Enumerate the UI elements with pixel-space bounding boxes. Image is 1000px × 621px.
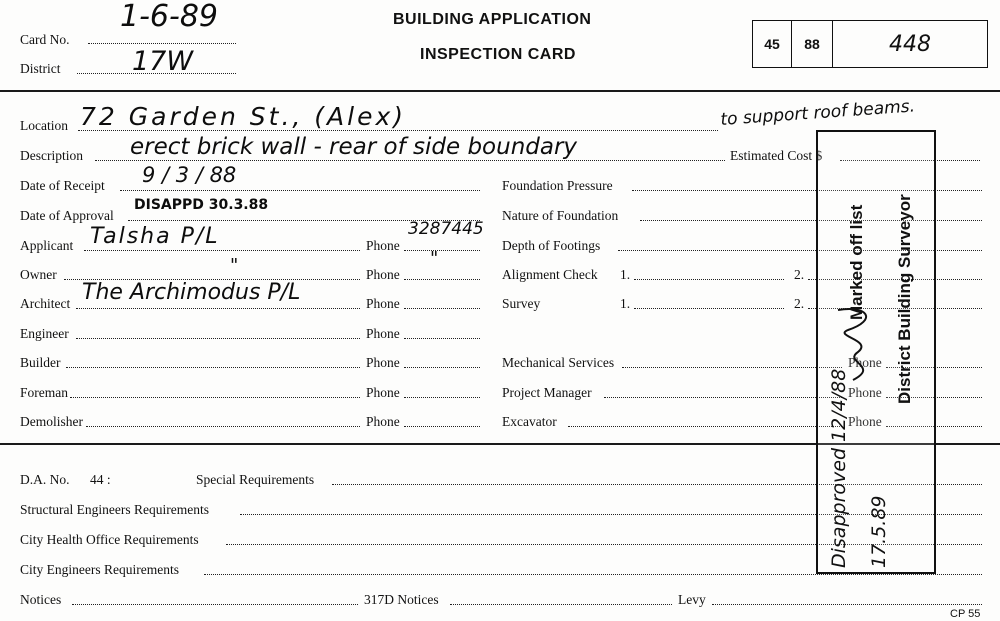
builder-line — [66, 367, 360, 368]
number-cell-2: 88 — [792, 21, 833, 67]
project-manager-label: Project Manager — [502, 385, 592, 400]
owner-phone-value: " — [430, 248, 439, 269]
engineer-line — [76, 338, 360, 339]
survey-label: Survey — [502, 296, 541, 311]
da-no-label: D.A. No. — [20, 472, 70, 487]
engineers-requirements-line — [204, 574, 982, 575]
architect-value: The Archimodus P/L — [82, 280, 301, 305]
foreman-phone-line — [404, 397, 480, 398]
demolisher-phone-label: Phone — [366, 414, 400, 429]
district-value: 17W — [132, 46, 194, 77]
depth-of-footings-label: Depth of Footings — [502, 238, 601, 253]
number-cell-1: 45 — [753, 21, 792, 67]
excavator-line — [568, 426, 842, 427]
stamp-line-2: District Building Surveyor — [895, 194, 914, 404]
architect-line — [76, 308, 360, 309]
structural-requirements-label: Structural Engineers Requirements — [20, 502, 209, 517]
engineers-requirements-label: City Engineers Requirements — [20, 562, 179, 577]
card-no-line — [88, 43, 236, 44]
engineer-phone-line — [404, 338, 480, 339]
foreman-phone-label: Phone — [366, 385, 400, 400]
date-of-receipt-line — [120, 190, 480, 191]
notices-317d-label: 317D Notices — [364, 592, 439, 607]
card-title-line2: INSPECTION CARD — [420, 46, 576, 63]
date-of-receipt-value: 9 / 3 / 88 — [142, 163, 237, 187]
survey-2-label: 2. — [794, 296, 805, 311]
date-of-approval-label: Date of Approval — [20, 208, 114, 223]
number-cell-3: 448 — [889, 31, 931, 57]
estimated-cost-label: Estimated Cost $ — [730, 148, 823, 163]
builder-label: Builder — [20, 355, 61, 370]
engineer-label: Engineer — [20, 326, 69, 341]
builder-phone-line — [404, 367, 480, 368]
levy-line — [712, 604, 982, 605]
card-title-line1: BUILDING APPLICATION — [393, 11, 592, 28]
mechanical-services-label: Mechanical Services — [502, 355, 615, 370]
project-manager-line — [604, 397, 842, 398]
survey-1-label: 1. — [620, 296, 631, 311]
project-manager-phone-label: Phone — [848, 385, 882, 400]
signature-scribble — [828, 300, 888, 390]
demolisher-line — [86, 426, 360, 427]
form-code: CP 55 — [950, 608, 981, 620]
special-requirements-label: Special Requirements — [196, 472, 315, 487]
district-label: District — [20, 61, 61, 76]
date-of-receipt-label: Date of Receipt — [20, 178, 105, 193]
mechanical-services-line — [622, 367, 842, 368]
excavator-label: Excavator — [502, 414, 557, 429]
demolisher-label: Demolisher — [20, 414, 83, 429]
architect-label: Architect — [20, 296, 71, 311]
card-no-label: Card No. — [20, 32, 70, 47]
alignment-check-1-label: 1. — [620, 267, 631, 282]
card-no-value: 1-6-89 — [120, 0, 218, 34]
location-value: 72 Garden St., (Alex) — [80, 102, 407, 131]
applicant-label: Applicant — [20, 238, 74, 253]
stamp-handwritten-2: 17.5.89 — [868, 495, 890, 568]
architect-phone-label: Phone — [366, 296, 400, 311]
applicant-phone-value: 3287445 — [408, 219, 484, 239]
description-value: erect brick wall - rear of side boundary — [130, 134, 578, 160]
health-requirements-label: City Health Office Requirements — [20, 532, 199, 547]
description-line — [95, 160, 725, 161]
demolisher-phone-line — [404, 426, 480, 427]
notices-317d-line — [450, 604, 672, 605]
applicant-line — [84, 250, 360, 251]
alignment-check-label: Alignment Check — [502, 267, 598, 282]
levy-label: Levy — [678, 592, 706, 607]
owner-value: " — [230, 255, 239, 276]
owner-phone-line — [404, 279, 480, 280]
notices-line — [72, 604, 358, 605]
description-label: Description — [20, 148, 83, 163]
nature-of-foundation-label: Nature of Foundation — [502, 208, 619, 223]
header-divider — [0, 90, 1000, 92]
architect-phone-line — [404, 308, 480, 309]
foundation-pressure-label: Foundation Pressure — [502, 178, 613, 193]
date-of-approval-value: DISAPPD 30.3.88 — [134, 197, 269, 213]
alignment-check-2-label: 2. — [794, 267, 805, 282]
description-note: to support roof beams. — [719, 96, 916, 130]
notices-label: Notices — [20, 592, 62, 607]
location-label: Location — [20, 118, 68, 133]
da-no-value: 44 : — [90, 472, 111, 487]
stamp-line-1: Marked off list — [847, 204, 866, 320]
owner-phone-label: Phone — [366, 267, 400, 282]
stamp-handwritten-1: Disapproved 12/4/88 — [828, 368, 850, 568]
engineer-phone-label: Phone — [366, 326, 400, 341]
foreman-line — [70, 397, 360, 398]
builder-phone-label: Phone — [366, 355, 400, 370]
applicant-value: Talsha P/L — [90, 224, 220, 249]
applicant-phone-label: Phone — [366, 238, 400, 253]
survey-1-line — [634, 308, 784, 309]
application-number-box — [752, 20, 988, 68]
owner-label: Owner — [20, 267, 57, 282]
foreman-label: Foreman — [20, 385, 68, 400]
excavator-phone-label: Phone — [848, 414, 882, 429]
mechanical-phone-label: Phone — [848, 355, 882, 370]
alignment-check-1-line — [634, 279, 784, 280]
applicant-phone-line — [404, 250, 480, 251]
